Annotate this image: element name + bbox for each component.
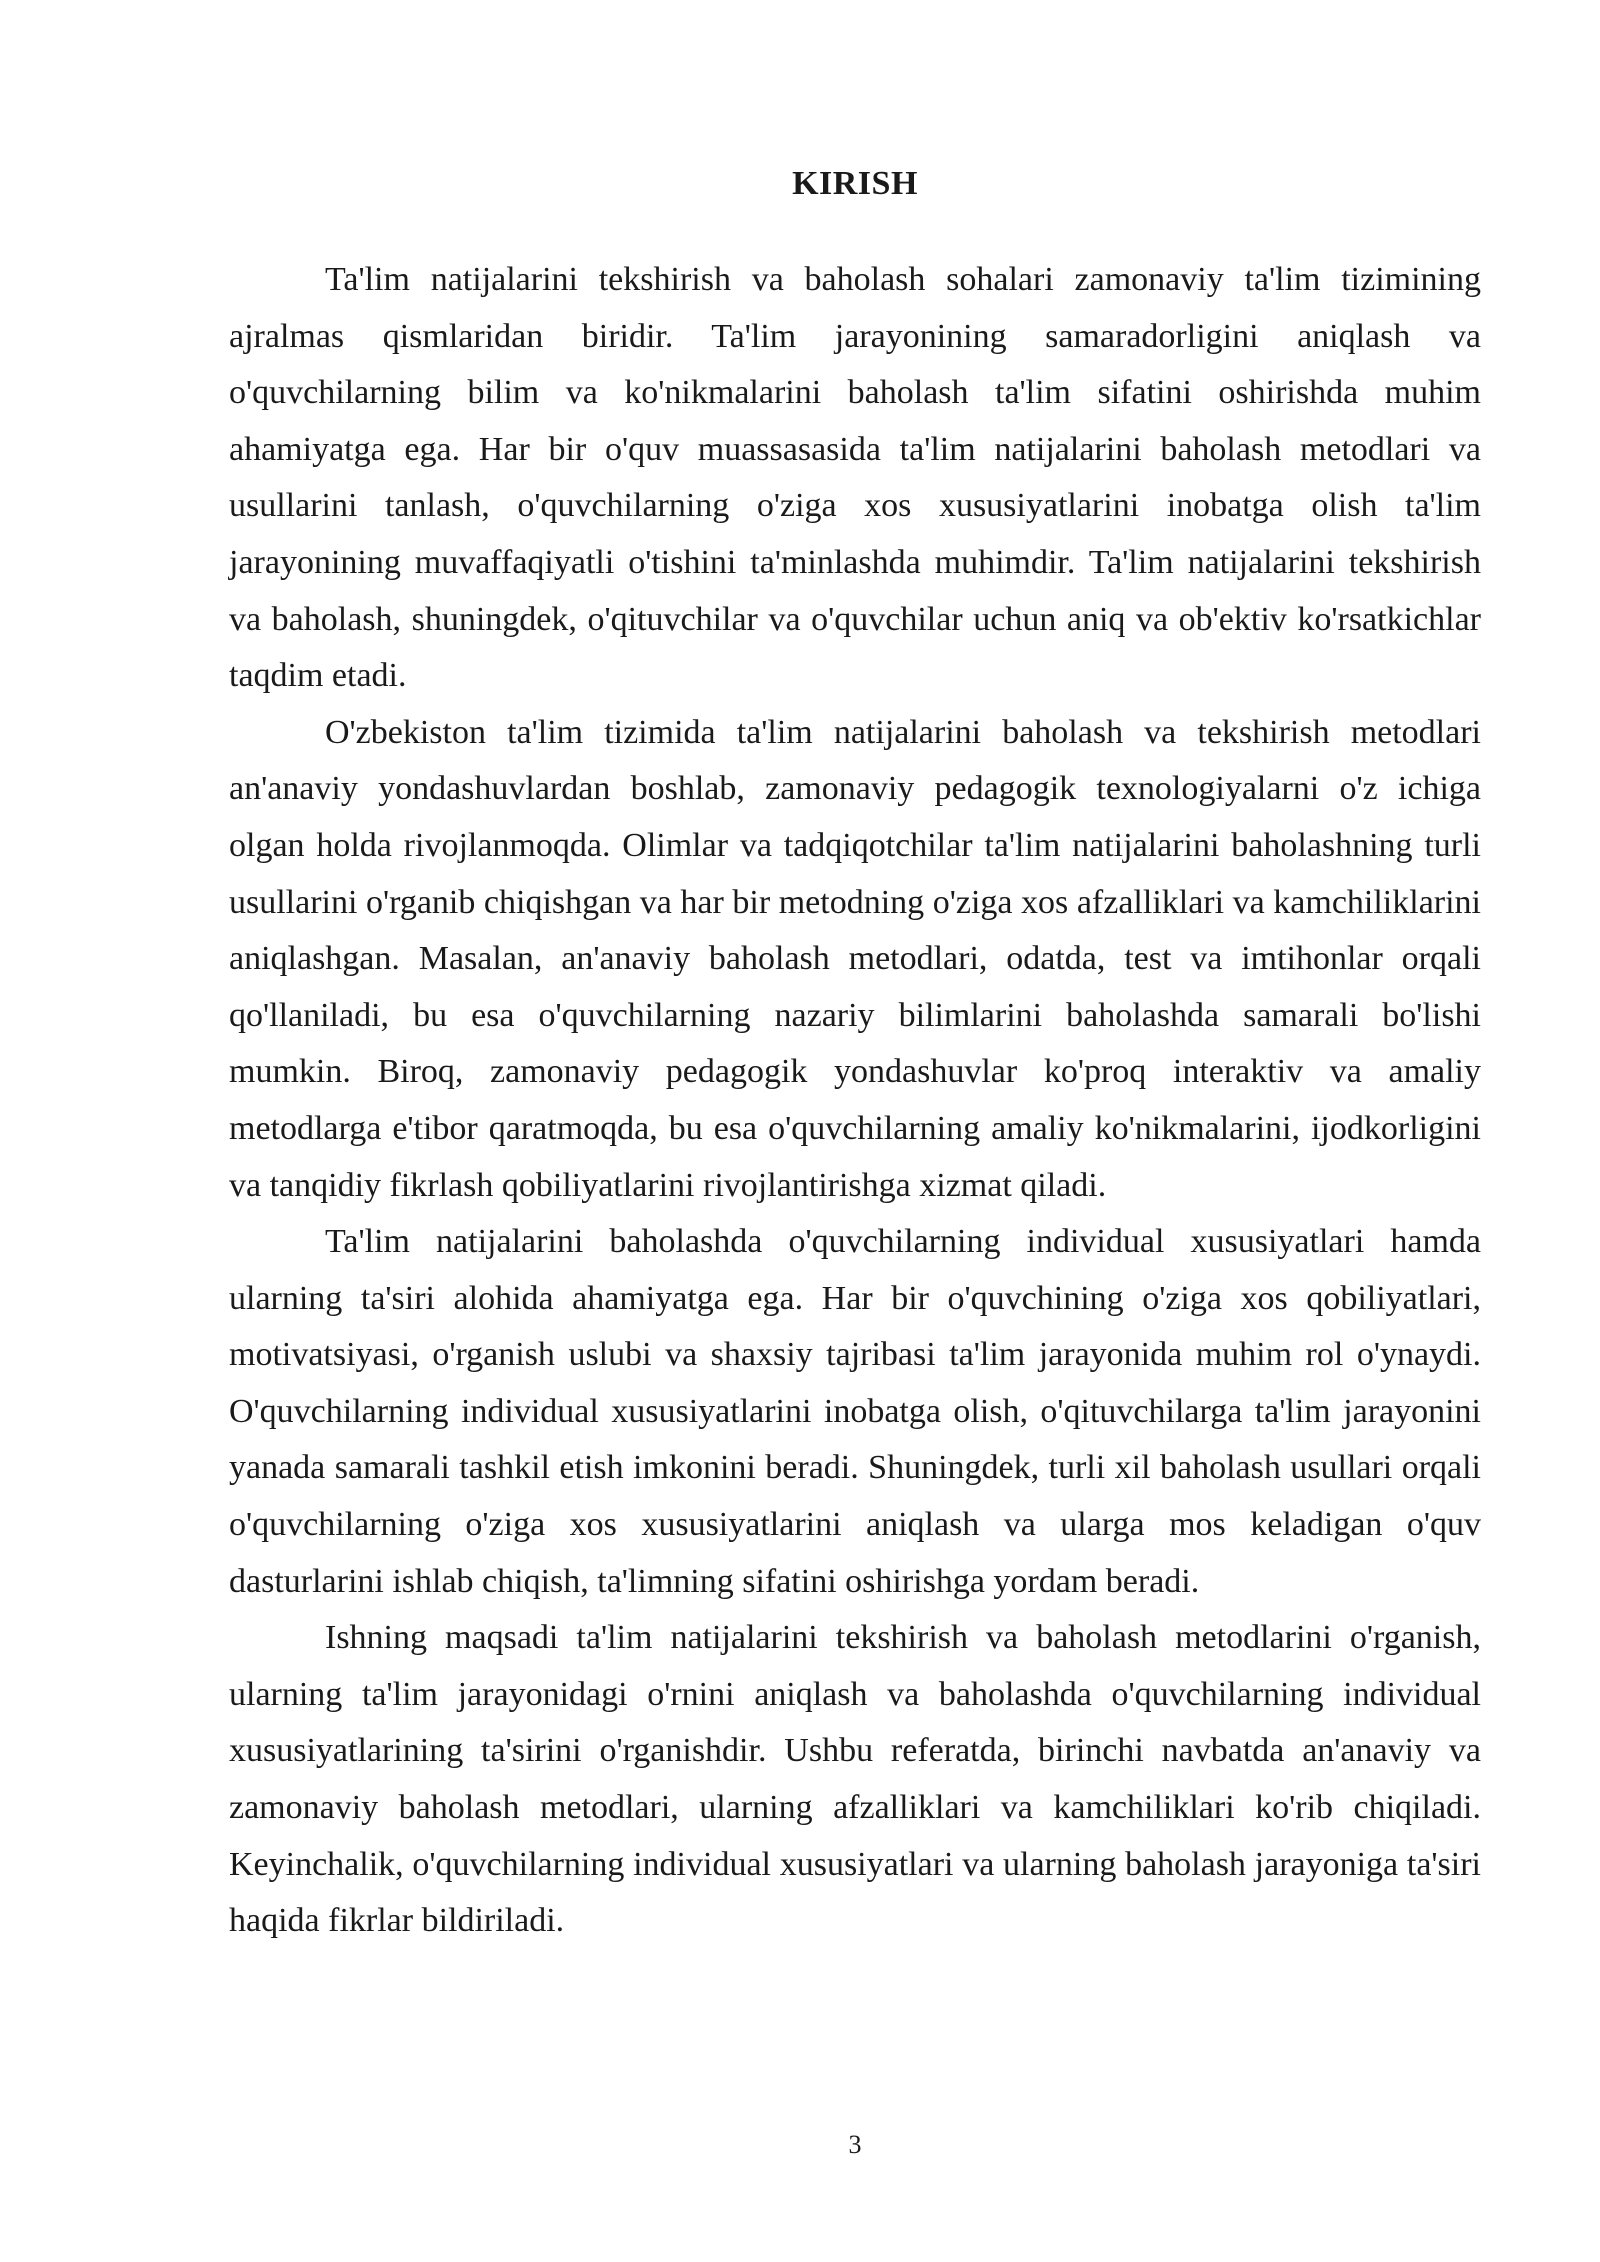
body-text xyxy=(229,252,1481,1950)
page-number: 3 xyxy=(848,2130,862,2159)
paragraph-4: Ishning maqsadi ta'lim natijalarini tekshirish va baholash metodlarini o'rganish, ularning ta'lim jarayonidagi o'rnini aniqlash va baholashda o'quvchilarning individual xususiyatlarining ta'sirini o'rganishdir. Ushbu referatda, birinchi navbatda an'anaviy va zamonaviy baholash metodlari, ularning afzalliklari va kamchiliklari ko'rib chiqiladi. Keyinchalik, o'quvchilarning individual xususiyatlari va ularning baholash jarayoniga ta'siri haqida fikrlar bildiriladi. xyxy=(229,1619,1481,1940)
section-heading: KIRISH xyxy=(792,165,918,202)
paragraph-3: Ta'lim natijalarini baholashda o'quvchilarning individual xususiyatlari hamda ularning ta'siri alohida ahamiyatga ega. Har bir o'quvchining o'ziga xos qobiliyatlari, motivatsiyasi, o'rganish uslubi va shaxsiy tajribasi ta'lim jarayonida muhim rol o'ynaydi. O'quvchilarning individual xususiyatlarini inobatga olish, o'qituvchilarga ta'lim jarayonini yanada samarali tashkil etish imkonini beradi. Shuningdek, turli xil baholash usullari orqali o'quvchilarning o'ziga xos xususiyatlarini aniqlash va ularga mos keladigan o'quv dasturlarini ishlab chiqish, ta'limning sifatini oshirishga yordam beradi. xyxy=(229,1223,1481,1600)
paragraph-2: O'zbekiston ta'lim tizimida ta'lim natijalarini baholash va tekshirish metodlari an'anaviy yondashuvlardan boshlab, zamonaviy pedagogik texnologiyalarni o'z ichiga olgan holda rivojlanmoqda. Olimlar va tadqiqotchilar ta'lim natijalarini baholashning turli usullarini o'rganib chiqishgan va har bir metodning o'ziga xos afzalliklari va kamchiliklarini aniqlashgan. Masalan, an'anaviy baholash metodlari, odatda, test va imtihonlar orqali qo'llaniladi, bu esa o'quvchilarning nazariy bilimlarini baholashda samarali bo'lishi mumkin. Biroq, zamonaviy pedagogik yondashuvlar ko'proq interaktiv va amaliy metodlarga e'tibor qaratmoqda, bu esa o'quvchilarning amaliy ko'nikmalarini, ijodkorligini va tanqidiy fikrlash qobiliyatlarini rivojlantirishga xizmat qiladi. xyxy=(229,713,1481,1204)
paragraph-1: Ta'lim natijalarini tekshirish va baholash sohalari zamonaviy ta'lim tizimining ajralmas qismlaridan biridir. Ta'lim jarayonining samaradorligini aniqlash va o'quvchilarning bilim va ko'nikmalarini baholash ta'lim sifatini oshirishda muhim ahamiyatga ega. Har bir o'quv muassasasida ta'lim natijalarini baholash metodlari va usullarini tanlash, o'quvchilarning o'ziga xos xususiyatlarini inobatga olish ta'lim jarayonining muvaffaqiyatli o'tishini ta'minlashda muhimdir. Ta'lim natijalarini tekshirish va baholash, shuningdek, o'qituvchilar va o'quvchilar uchun aniq va ob'ektiv ko'rsatkichlar taqdim etadi. xyxy=(229,261,1481,695)
